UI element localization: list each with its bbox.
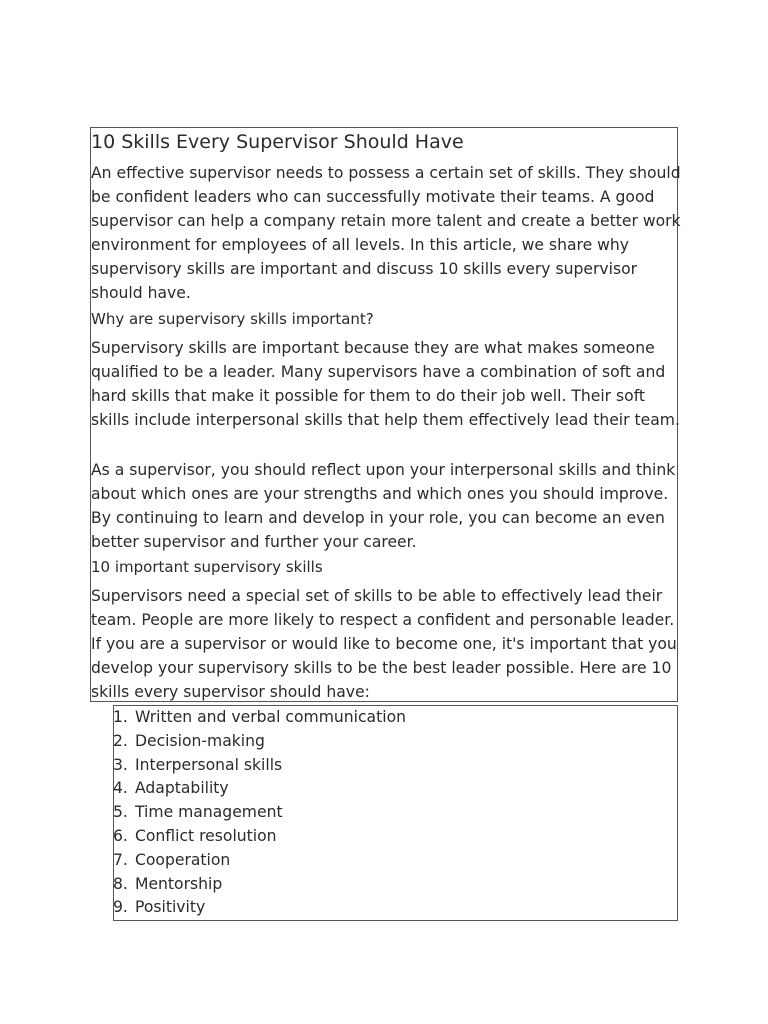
list-item xyxy=(113,730,406,754)
list-item xyxy=(113,873,406,897)
skills-list xyxy=(113,706,406,920)
importance-paragraph-1: Supervisory skills are important because they are what makes someone qualified to be a leader. Many supervisors have a combination of soft and hard skills that make it possible for them to do their job well. Their soft skills include interpersonal skills that help them effectively lead their team. xyxy=(91,339,680,429)
skills-intro-paragraph: Supervisors need a special set of skills to be able to effectively lead their team. People are more likely to respect a confident and personable leader. If you are a supervisor or would like to become one, it's important that you develop your supervisory skills to be the best leader possible. Here are 10 skills every supervisor should have: xyxy=(91,587,677,701)
list-item-number: 8. xyxy=(113,874,128,893)
list-item-label: Interpersonal skills xyxy=(135,755,283,774)
section-heading-ten-skills: 10 important supervisory skills xyxy=(91,558,323,576)
list-item xyxy=(113,777,406,801)
list-item-label: Adaptability xyxy=(135,779,229,798)
list-item-label: Mentorship xyxy=(135,874,223,893)
list-item xyxy=(113,706,406,730)
list-item xyxy=(113,849,406,873)
importance-paragraph-2: As a supervisor, you should reflect upon your interpersonal skills and think about which ones are your strengths and which ones you should improve. By continuing to learn and develop in your role, you can become an even better supervisor and further your career. xyxy=(91,461,676,551)
list-item-label: Time management xyxy=(135,803,283,822)
list-item-number: 9. xyxy=(113,898,128,917)
list-item-label: Written and verbal communication xyxy=(135,708,406,726)
list-item xyxy=(113,754,406,778)
list-item-label: Cooperation xyxy=(135,850,231,869)
article-title: 10 Skills Every Supervisor Should Have xyxy=(91,131,464,153)
list-item-label: Positivity xyxy=(135,898,206,917)
list-item-number: 4. xyxy=(113,779,128,798)
list-item-label: Conflict resolution xyxy=(135,826,277,845)
list-item xyxy=(113,896,406,920)
section-heading-why-important: Why are supervisory skills important? xyxy=(91,310,374,328)
list-item-number: 6. xyxy=(113,826,128,845)
list-item-number: 3. xyxy=(113,755,128,774)
list-item-number: 1. xyxy=(113,708,128,726)
list-item-number: 7. xyxy=(113,850,128,869)
list-item-label: Decision-making xyxy=(135,731,265,750)
list-item-number: 2. xyxy=(113,731,128,750)
list-item xyxy=(113,825,406,849)
list-item-number: 5. xyxy=(113,803,128,822)
list-item xyxy=(113,801,406,825)
intro-paragraph: An effective supervisor needs to possess a certain set of skills. They should be confident leaders who can successfully motivate their teams. A good supervisor can help a company retain more talent and create a better work environment for employees of all levels. In this article, we share why supervisory skills are important and discuss 10 skills every supervisor should have. xyxy=(91,164,681,302)
